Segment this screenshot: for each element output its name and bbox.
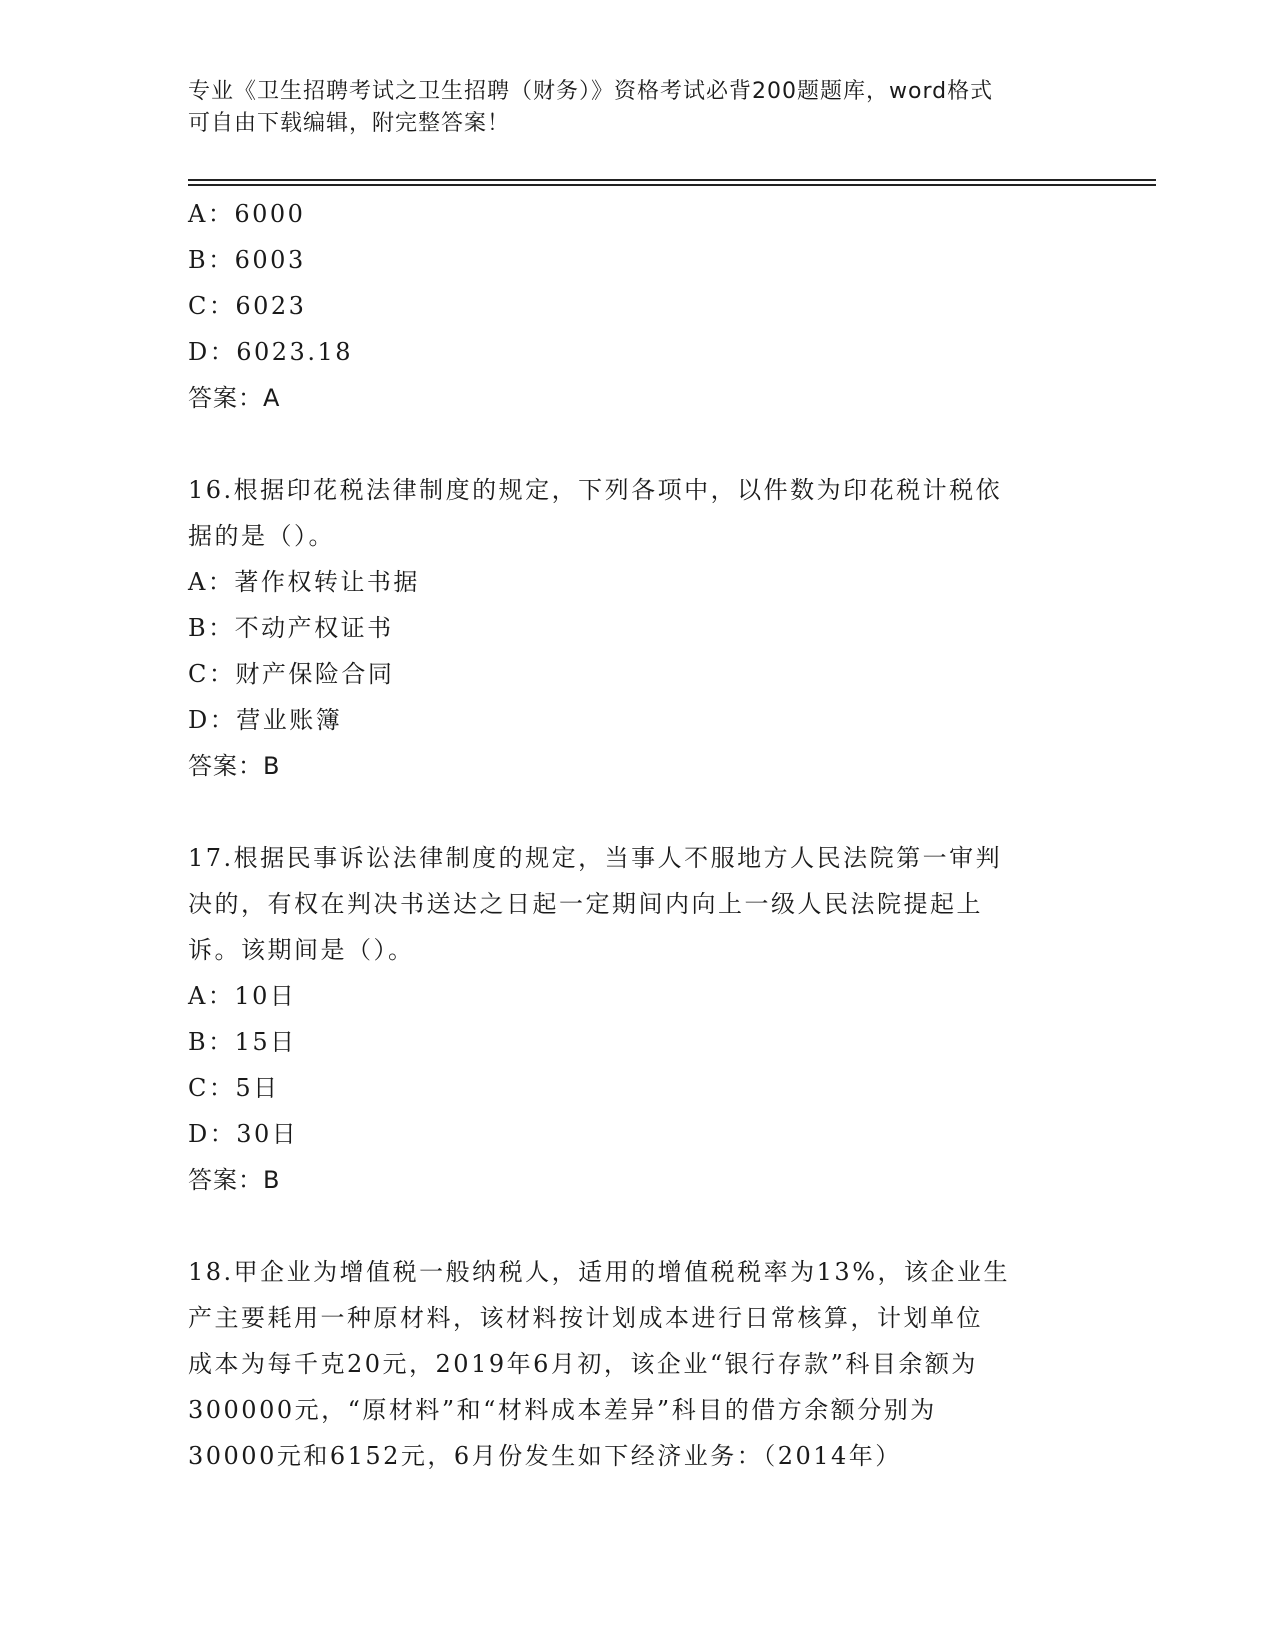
question-text: 17.根据民事诉讼法律制度的规定，当事人不服地方人民法院第一审判 xyxy=(188,844,1003,872)
option-c: C：6023 xyxy=(188,292,307,320)
document-body xyxy=(188,191,1088,1479)
option-b: B：不动产权证书 xyxy=(188,614,394,642)
answer: 答案：B xyxy=(188,752,281,780)
question-15-options xyxy=(188,191,1088,421)
question-text: 产主要耗用一种原材料，该材料按计划成本进行日常核算，计划单位 xyxy=(188,1304,983,1332)
answer: 答案：B xyxy=(188,1166,281,1194)
spacer xyxy=(188,421,1088,467)
question-text: 18.甲企业为增值税一般纳税人，适用的增值税税率为13%，该企业生 xyxy=(188,1258,1011,1286)
option-a: A：6000 xyxy=(188,200,306,228)
option-b: B：6003 xyxy=(188,246,306,274)
option-b: B：15日 xyxy=(188,1028,297,1056)
option-a: A：著作权转让书据 xyxy=(188,568,420,596)
header-line-1: 专业《卫生招聘考试之卫生招聘（财务）》资格考试必背200题题库，word格式 xyxy=(188,79,994,104)
question-16 xyxy=(188,467,1088,789)
option-c: C：财产保险合同 xyxy=(188,660,395,688)
spacer xyxy=(188,789,1088,835)
document-header xyxy=(188,76,1088,140)
option-c: C：5日 xyxy=(188,1074,280,1102)
question-text: 30000元和6152元，6月份发生如下经济业务：（2014年） xyxy=(188,1442,902,1470)
question-text: 据的是（）。 xyxy=(188,522,335,550)
question-text: 300000元，“原材料”和“材料成本差异”科目的借方余额分别为 xyxy=(188,1396,937,1424)
question-text: 16.根据印花税法律制度的规定，下列各项中，以件数为印花税计税依 xyxy=(188,476,1003,504)
question-text: 决的，有权在判决书送达之日起一定期间内向上一级人民法院提起上 xyxy=(188,890,983,918)
header-divider-bottom xyxy=(188,184,1156,186)
option-d: D：6023.18 xyxy=(188,338,353,366)
option-a: A：10日 xyxy=(188,982,297,1010)
option-d: D：30日 xyxy=(188,1120,299,1148)
answer: 答案：A xyxy=(188,384,281,412)
header-line-2: 可自由下载编辑，附完整答案！ xyxy=(188,111,511,136)
question-text: 成本为每千克20元，2019年6月初，该企业“银行存款”科目余额为 xyxy=(188,1350,978,1378)
option-d: D：营业账簿 xyxy=(188,706,343,734)
question-17 xyxy=(188,835,1088,1203)
question-text: 诉。该期间是（）。 xyxy=(188,936,415,964)
spacer xyxy=(188,1203,1088,1249)
header-divider-top xyxy=(188,179,1156,181)
question-18 xyxy=(188,1249,1088,1479)
